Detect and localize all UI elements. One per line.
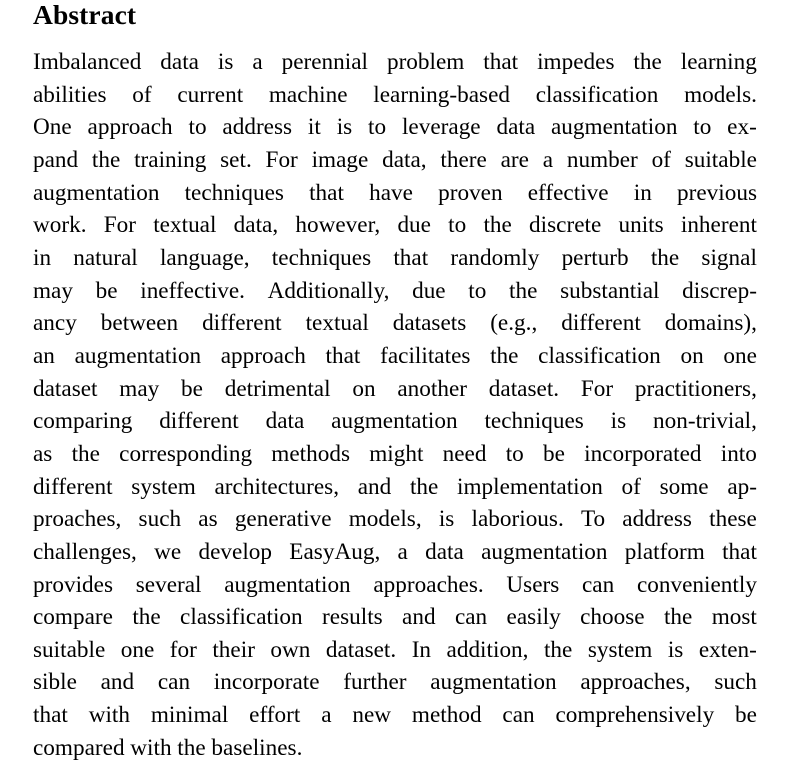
abstract-word: and: [100, 669, 135, 696]
abstract-word: approach: [87, 114, 173, 141]
abstract-word: that: [393, 244, 429, 271]
abstract-line: [33, 634, 757, 667]
abstract-word: a: [252, 49, 263, 75]
abstract-word: to: [468, 277, 487, 304]
abstract-word: of: [621, 473, 641, 500]
abstract-word: previous: [676, 179, 757, 206]
abstract-word: augmentation: [550, 114, 678, 141]
abstract-line: [33, 79, 757, 112]
abstract-word: challenges,: [33, 538, 137, 565]
abstract-line: [33, 373, 757, 406]
abstract-word: domains),: [664, 310, 757, 337]
abstract-word: abilities: [33, 81, 107, 108]
abstract-word: such: [714, 669, 757, 696]
abstract-word: comparing: [33, 408, 133, 435]
abstract-word: classification: [538, 342, 661, 369]
abstract-line: [33, 111, 757, 144]
abstract-line: [33, 438, 757, 471]
abstract-word: ap-: [727, 473, 757, 500]
abstract-word: proaches,: [33, 506, 122, 533]
abstract-word: classification: [180, 604, 303, 631]
abstract-word: system: [587, 636, 653, 663]
abstract-word: Additionally,: [267, 277, 390, 304]
abstract-word: comprehensively: [555, 702, 715, 729]
abstract-word: on: [352, 375, 376, 402]
abstract-word: method: [411, 702, 482, 729]
abstract-word: facilitates: [380, 342, 471, 369]
abstract-word: can: [582, 571, 615, 598]
abstract-word: models.: [684, 81, 757, 108]
abstract-word: have: [369, 179, 413, 206]
abstract-word: problem: [386, 49, 465, 75]
abstract-line: compared with the baselines.: [33, 734, 303, 761]
abstract-word: to: [505, 440, 524, 467]
abstract-word: augmentation: [331, 408, 458, 435]
abstract-line: [33, 666, 757, 699]
abstract-word: to: [368, 114, 387, 141]
abstract-line: [33, 144, 757, 177]
abstract-word: image: [311, 146, 369, 173]
abstract-word: minimal: [150, 702, 229, 729]
abstract-word: different: [159, 408, 239, 435]
abstract-word: detrimental: [224, 375, 331, 402]
abstract-word: generative: [234, 506, 332, 533]
abstract-paragraph: [33, 46, 758, 764]
abstract-word: is: [667, 636, 684, 663]
abstract-word: develop: [198, 538, 273, 565]
abstract-word: Users: [506, 571, 560, 598]
abstract-word: discrete: [529, 212, 602, 239]
abstract-word: between: [100, 310, 179, 337]
abstract-word: easily: [506, 604, 561, 631]
abstract-word: choose: [580, 604, 645, 631]
abstract-word: system: [131, 473, 196, 500]
abstract-word: compare: [33, 604, 113, 631]
abstract-word: that: [722, 538, 757, 565]
abstract-word: techniques: [271, 244, 372, 271]
abstract-line: [33, 242, 757, 275]
abstract-word: non-trivial,: [653, 408, 757, 435]
abstract-line: [33, 503, 757, 536]
abstract-word: need: [442, 440, 487, 467]
abstract-word: may: [119, 375, 160, 402]
abstract-line: [33, 699, 757, 732]
abstract-word: can: [502, 702, 535, 729]
abstract-word: data,: [233, 212, 279, 239]
abstract-word: due: [397, 212, 431, 239]
abstract-word: the: [132, 604, 161, 631]
abstract-word: and: [402, 604, 436, 631]
abstract-word: be: [95, 277, 118, 304]
abstract-word: For: [103, 212, 137, 239]
abstract-word: implementation: [457, 473, 603, 500]
abstract-word: due: [412, 277, 446, 304]
abstract-word: to: [448, 212, 467, 239]
abstract-word: data: [496, 114, 536, 141]
abstract-word: most: [711, 604, 757, 631]
abstract-word: textual: [305, 310, 369, 337]
abstract-word: further: [343, 669, 407, 696]
abstract-word: training: [134, 146, 207, 173]
abstract-word: might: [369, 440, 424, 467]
abstract-word: own: [270, 636, 311, 663]
abstract-word: a: [397, 538, 408, 565]
abstract-word: work.: [33, 212, 87, 239]
abstract-word: models,: [348, 506, 422, 533]
abstract-word: dataset.: [325, 636, 397, 663]
abstract-word: impedes: [537, 49, 615, 75]
abstract-word: perturb: [561, 244, 629, 271]
abstract-word: there: [440, 146, 487, 173]
abstract-word: to: [188, 114, 207, 141]
abstract-word: dataset: [33, 375, 98, 402]
abstract-word: different: [202, 310, 282, 337]
abstract-word: these: [709, 506, 757, 533]
abstract-word: can: [157, 669, 191, 696]
abstract-word: a: [542, 146, 554, 173]
abstract-word: learning-based: [373, 81, 511, 108]
abstract-word: the: [483, 212, 512, 239]
abstract-word: data,: [382, 146, 427, 173]
abstract-word: the: [71, 440, 100, 467]
abstract-word: provides: [33, 571, 114, 598]
abstract-word: the: [509, 277, 538, 304]
abstract-word: in: [633, 179, 652, 206]
abstract-word: we: [154, 538, 182, 565]
abstract-word: a: [321, 702, 332, 729]
abstract-word: that: [483, 49, 519, 75]
abstract-word: dataset.: [488, 375, 560, 402]
abstract-word: discrep-: [682, 277, 757, 304]
abstract-word: can: [454, 604, 488, 631]
abstract-word: their: [212, 636, 255, 663]
abstract-word: the: [543, 636, 573, 663]
abstract-word: classification: [535, 81, 659, 108]
abstract-line: [33, 536, 757, 569]
abstract-word: practitioners,: [634, 375, 757, 402]
abstract-word: EasyAug,: [289, 538, 381, 565]
abstract-word: platform: [624, 538, 705, 565]
abstract-word: be: [181, 375, 203, 402]
abstract-word: (e.g.,: [490, 310, 538, 337]
abstract-word: be: [735, 702, 757, 729]
abstract-word: different: [561, 310, 641, 337]
abstract-line: [33, 307, 757, 340]
abstract-word: address: [222, 114, 293, 141]
abstract-word: machine: [268, 81, 348, 108]
abstract-word: augmentation: [224, 571, 351, 598]
abstract-line: [33, 601, 757, 634]
abstract-line: [33, 177, 757, 210]
abstract-word: exten-: [698, 636, 757, 663]
abstract-word: one: [120, 636, 155, 663]
abstract-word: one: [723, 342, 757, 369]
abstract-line: [33, 340, 757, 373]
abstract-word: number: [566, 146, 638, 173]
abstract-word: pand: [33, 146, 79, 173]
abstract-word: that: [325, 342, 361, 369]
abstract-word: proven: [438, 179, 503, 206]
abstract-word: addition,: [446, 636, 529, 663]
abstract-word: laborious.: [471, 506, 564, 533]
abstract-word: new: [352, 702, 392, 729]
abstract-word: language,: [159, 244, 250, 271]
heading-body-spacer: [33, 30, 758, 46]
abstract-word: incorporate: [213, 669, 320, 696]
abstract-word: sible: [33, 669, 77, 696]
abstract-word: for: [169, 636, 197, 663]
abstract-word: natural: [73, 244, 138, 271]
abstract-line: [33, 46, 757, 79]
abstract-word: the: [650, 244, 680, 271]
abstract-word: ineffective.: [140, 277, 245, 304]
abstract-word: In: [411, 636, 432, 663]
abstract-word: approach: [220, 342, 306, 369]
abstract-word: learning: [680, 49, 757, 75]
abstract-word: such: [138, 506, 182, 533]
abstract-word: textual: [153, 212, 217, 239]
abstract-word: the: [490, 342, 519, 369]
abstract-word: as: [33, 440, 53, 467]
abstract-word: architectures,: [214, 473, 340, 500]
abstract-word: the: [409, 473, 439, 500]
abstract-word: Imbalanced: [33, 49, 142, 75]
abstract-word: is: [336, 114, 353, 141]
abstract-word: approaches.: [373, 571, 484, 598]
abstract-word: incorporated: [584, 440, 702, 467]
abstract-word: data: [265, 408, 305, 435]
abstract-word: be: [542, 440, 565, 467]
page-title: Abstract: [33, 0, 137, 30]
abstract-word: ancy: [33, 310, 77, 337]
abstract-word: effective: [527, 179, 609, 206]
abstract-word: different: [33, 473, 113, 500]
abstract-word: however,: [295, 212, 381, 239]
abstract-word: is: [610, 408, 627, 435]
abstract-word: the: [91, 146, 121, 173]
abstract-word: methods: [271, 440, 350, 467]
abstract-word: set.: [220, 146, 252, 173]
abstract-word: of: [132, 81, 152, 108]
abstract-word: results: [322, 604, 383, 631]
abstract-word: For: [580, 375, 614, 402]
abstract-word: that: [33, 702, 68, 729]
abstract-word: augmentation: [33, 179, 160, 206]
abstract-word: address: [622, 506, 692, 533]
abstract-word: to: [693, 114, 712, 141]
abstract-word: approaches,: [580, 669, 691, 696]
abstract-word: some: [659, 473, 709, 500]
abstract-word: techniques: [184, 179, 284, 206]
abstract-word: it: [307, 114, 321, 141]
abstract-line: [33, 569, 757, 602]
abstract-word: datasets: [392, 310, 467, 337]
abstract-word: inherent: [680, 212, 757, 239]
abstract-word: suitable: [684, 146, 757, 173]
abstract-word: techniques: [484, 408, 584, 435]
abstract-word: data: [160, 49, 199, 75]
abstract-word: into: [720, 440, 757, 467]
abstract-word: that: [309, 179, 344, 206]
abstract-word: randomly: [450, 244, 540, 271]
abstract-word: augmentation: [481, 538, 608, 565]
abstract-word: ex-: [727, 114, 757, 141]
abstract-word: in: [33, 244, 52, 271]
abstract-word: effort: [249, 702, 301, 729]
abstract-word: data: [425, 538, 464, 565]
abstract-word: is: [438, 506, 455, 533]
abstract-line: [33, 405, 757, 438]
abstract-word: One: [33, 114, 72, 141]
abstract-word: suitable: [33, 636, 106, 663]
abstract-word: an: [33, 342, 55, 369]
abstract-word: signal: [701, 244, 757, 271]
abstract-line: [33, 471, 757, 504]
abstract-word: For: [265, 146, 298, 173]
abstract-word: augmentation: [74, 342, 202, 369]
abstract-word: is: [217, 49, 234, 75]
abstract-line: [33, 275, 757, 308]
abstract-section: [33, 0, 758, 764]
abstract-word: perennial: [281, 49, 369, 75]
abstract-word: leverage: [401, 114, 481, 141]
abstract-word: as: [198, 506, 218, 533]
abstract-word: are: [500, 146, 529, 173]
abstract-word: may: [33, 277, 73, 304]
abstract-line: [33, 209, 757, 242]
abstract-word: several: [135, 571, 202, 598]
abstract-word: current: [177, 81, 244, 108]
abstract-word: corresponding: [119, 440, 253, 467]
abstract-word: To: [580, 506, 606, 533]
abstract-word: with: [88, 702, 131, 729]
abstract-word: the: [663, 604, 693, 631]
abstract-word: the: [633, 49, 662, 75]
abstract-word: units: [618, 212, 664, 239]
abstract-word: on: [680, 342, 704, 369]
abstract-word: of: [651, 146, 671, 173]
abstract-word: another: [397, 375, 467, 402]
abstract-word: substantial: [560, 277, 660, 304]
abstract-word: augmentation: [430, 669, 557, 696]
abstract-word: and: [357, 473, 392, 500]
abstract-word: conveniently: [636, 571, 757, 598]
